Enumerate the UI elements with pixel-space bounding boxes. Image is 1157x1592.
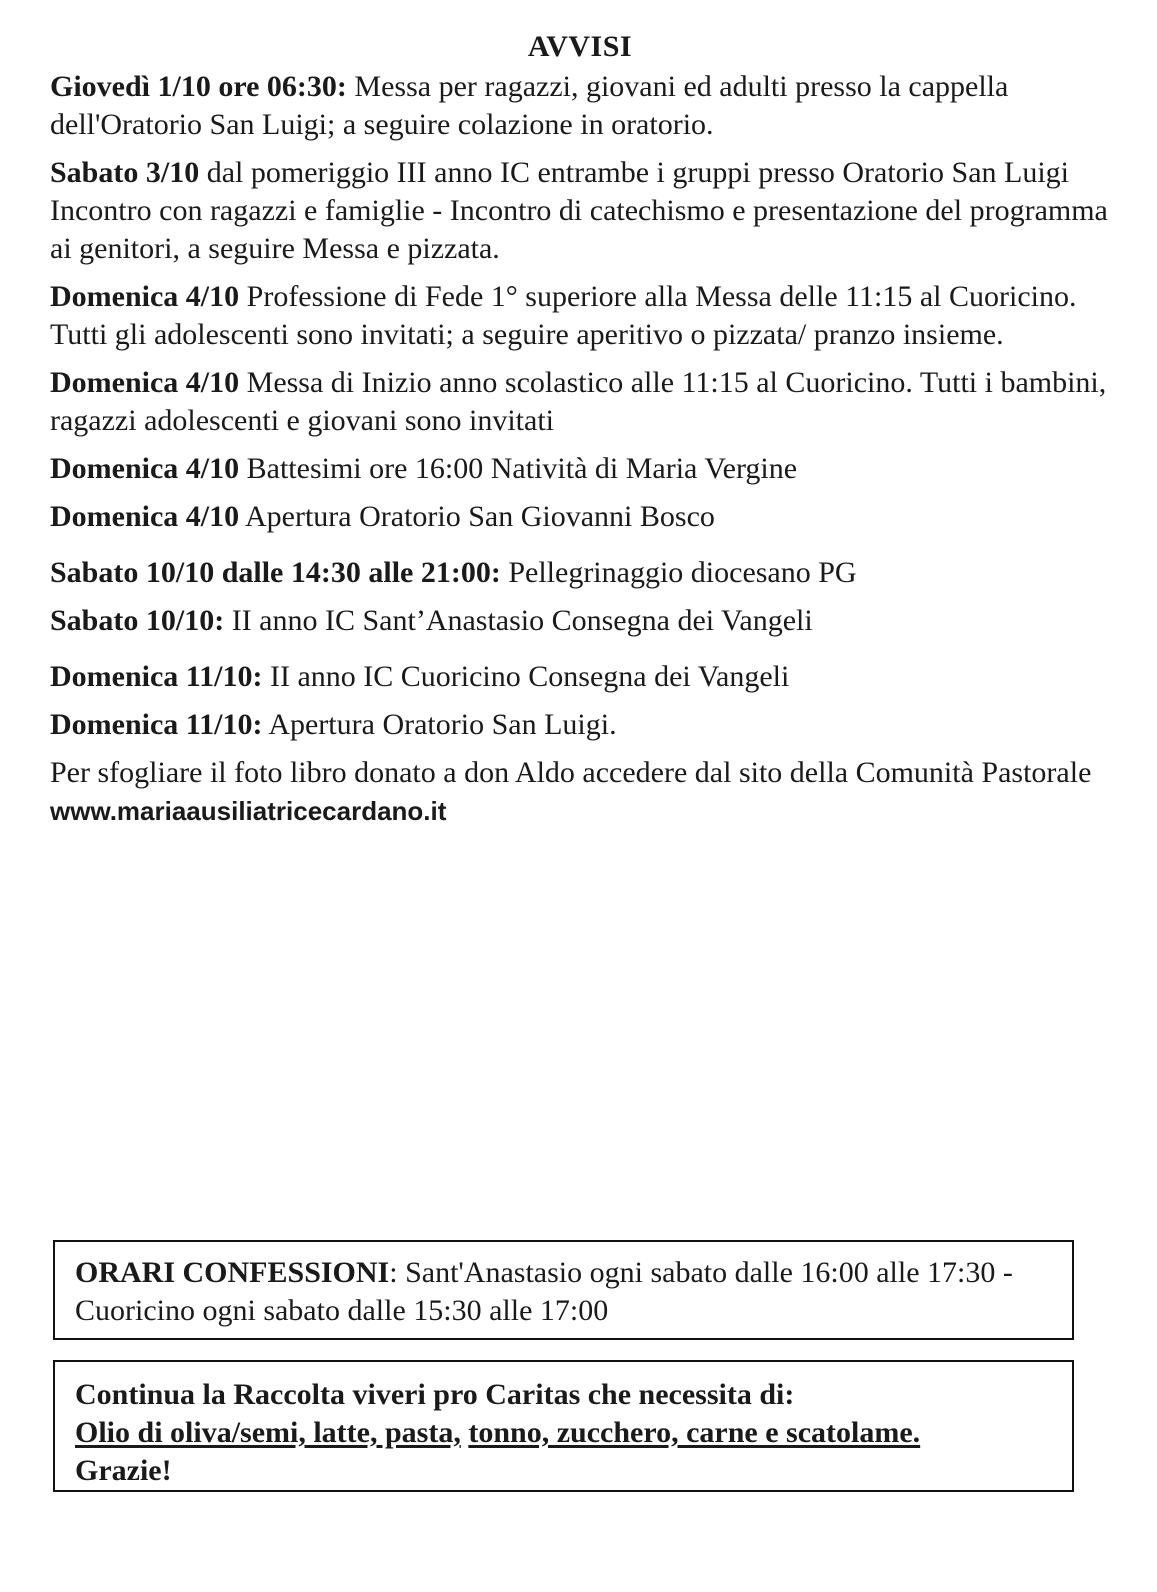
- notice-date: Sabato 10/10 dalle 14:30 alle 21:00:: [50, 556, 501, 589]
- notice-text: Apertura Oratorio San Giovanni Bosco: [239, 500, 715, 533]
- confession-hours-label: ORARI CONFESSIONI: [75, 1256, 390, 1289]
- caritas-items-first: Olio di oliva/semi, latte, pasta,: [75, 1416, 461, 1449]
- notice-item: [50, 706, 1110, 744]
- notice-text: Apertura Oratorio San Luigi.: [262, 708, 617, 741]
- page-title: AVVISI: [527, 30, 633, 63]
- notice-date: Giovedì 1/10 ore 06:30:: [50, 70, 347, 103]
- notice-item: [50, 658, 1110, 696]
- notice-text: II anno IC Cuoricino Consegna dei Vangeli: [262, 660, 790, 693]
- caritas-collection-box: [53, 1360, 1074, 1492]
- photobook-text: Per sfogliare il foto libro donato a don Aldo accedere dal sito della Comunità Pastorale: [50, 756, 1092, 789]
- notice-date: Sabato 3/10: [50, 156, 200, 189]
- bulletin-page: [50, 30, 1110, 840]
- confession-hours-box: [53, 1240, 1074, 1340]
- notice-text: Battesimi ore 16:00 Natività di Maria Vergine: [239, 452, 798, 485]
- notice-date: Sabato 10/10:: [50, 604, 225, 637]
- notice-item: [50, 364, 1110, 440]
- notice-item: [50, 498, 1110, 536]
- notice-item: [50, 450, 1110, 488]
- notice-date: Domenica 11/10:: [50, 660, 263, 693]
- notice-item: [50, 554, 1110, 592]
- notice-date: Domenica 4/10: [50, 452, 240, 485]
- notice-item: [50, 68, 1110, 144]
- notice-date: Domenica 4/10: [50, 280, 240, 313]
- photobook-notice: [50, 754, 1110, 830]
- notice-text: II anno IC Sant’Anastasio Consegna dei Vangeli: [224, 604, 813, 637]
- notice-date: Domenica 4/10: [50, 366, 240, 399]
- caritas-heading: Continua la Raccolta viveri pro Caritas che necessita di:: [75, 1378, 795, 1411]
- caritas-thanks: Grazie!: [75, 1454, 172, 1487]
- notice-text: Pellegrinaggio diocesano PG: [500, 556, 857, 589]
- notice-item: [50, 278, 1110, 354]
- caritas-items-second: tonno, zucchero, carne e scatolame.: [468, 1416, 921, 1449]
- community-website-link[interactable]: www.mariaausiliatricecardano.it: [50, 796, 447, 826]
- confession-hours-text: : Sant'Anastasio ogni sabato dalle 16:00 alle 17:30 - Cuoricino ogni sabato dalle 15:30 alle 17:00: [75, 1256, 1013, 1327]
- notice-text: dal pomeriggio III anno IC entrambe i gruppi presso Oratorio San Luigi Incontro con ragazzi e famiglie - Incontro di catechismo e presentazione del programma ai genitori, a seguire Messa e pizzata.: [50, 156, 1108, 265]
- notice-date: Domenica 4/10: [50, 500, 240, 533]
- notice-text: Messa per ragazzi, giovani ed adulti presso la cappella dell'Oratorio San Luigi; a seguire colazione in oratorio.: [50, 70, 1009, 141]
- notice-text: Messa di Inizio anno scolastico alle 11:15 al Cuoricino. Tutti i bambini, ragazzi adolescenti e giovani sono invitati: [50, 366, 1107, 437]
- notice-item: [50, 602, 1110, 640]
- notice-text: Professione di Fede 1° superiore alla Messa delle 11:15 al Cuoricino. Tutti gli adolescenti sono invitati; a seguire aperitivo o pizzata/ pranzo insieme.: [50, 280, 1077, 351]
- notice-date: Domenica 11/10:: [50, 708, 263, 741]
- notice-item: [50, 154, 1110, 268]
